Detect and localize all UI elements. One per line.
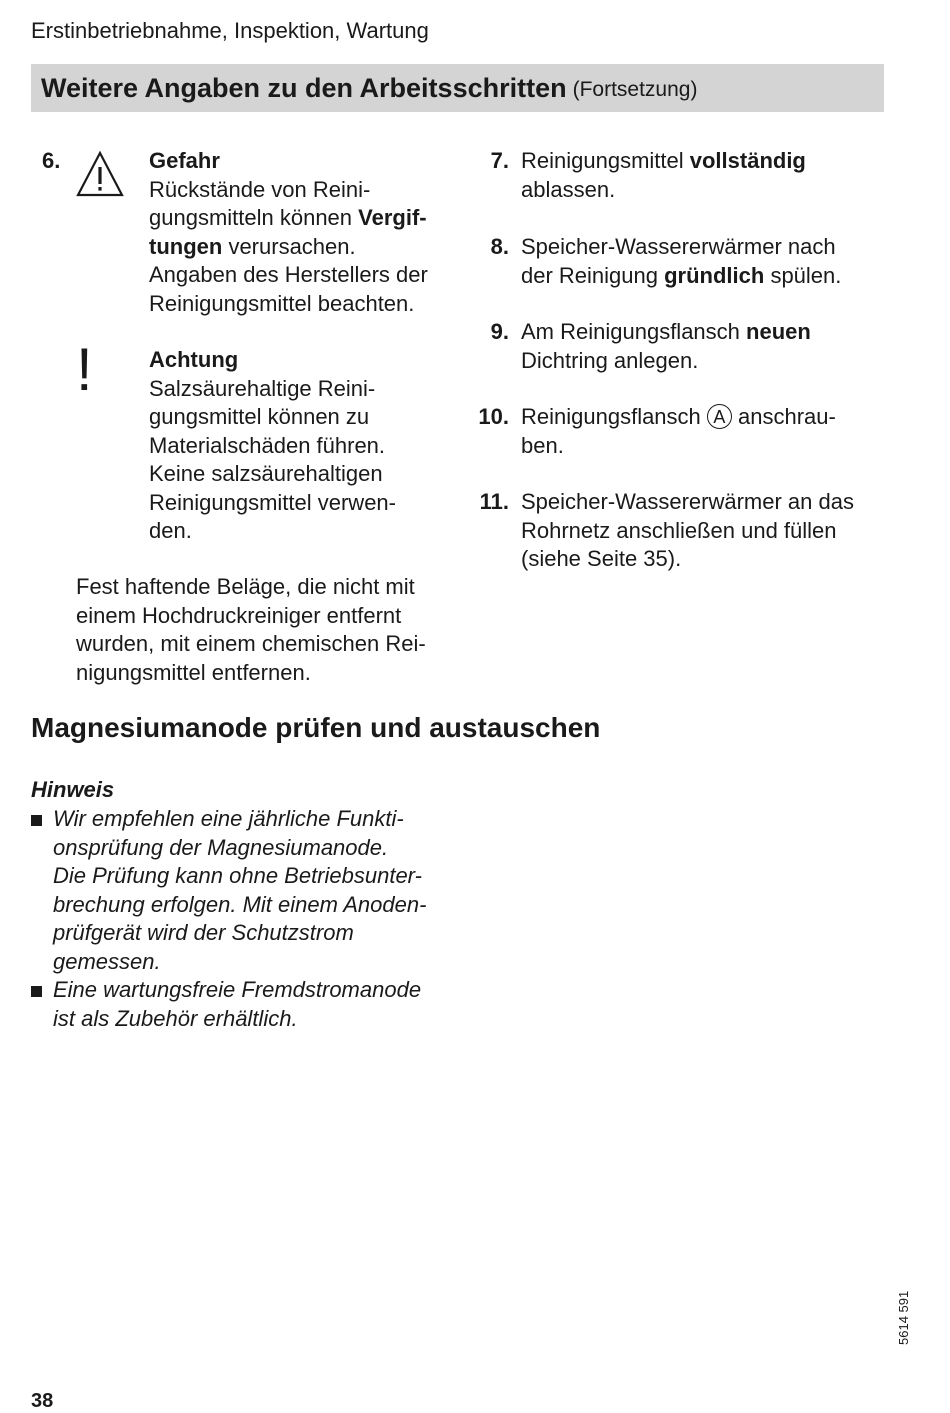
note-bullet-text [53, 976, 453, 1033]
danger-text [149, 176, 449, 319]
danger-notice [149, 147, 449, 318]
text-run: (siehe Seite 35). [521, 546, 682, 571]
text-line [521, 262, 871, 291]
step-text [521, 488, 871, 574]
text-run: ben. [521, 432, 564, 458]
text-run: Am Reinigungsflansch [521, 319, 747, 344]
text-run: Rückstände von Reini- [149, 176, 371, 202]
text-run: Rohrnetz anschließen und füllen [521, 517, 837, 543]
caution-title: Achtung [149, 347, 239, 372]
running-head: Erstinbetriebnahme, Inspektion, Wartung [31, 18, 429, 43]
text-line [149, 261, 449, 290]
cleaning-paragraph [76, 573, 446, 687]
paragraph-line: einem Hochdruckreiniger entfernt [76, 602, 402, 628]
text-run: Angaben des Herstellers der [149, 262, 428, 287]
caution-line: Keine salzsäurehaltigen [149, 461, 383, 486]
step-text [521, 403, 871, 460]
text-line [149, 176, 449, 205]
note-bullet-text [53, 805, 453, 976]
text-line [521, 488, 871, 517]
bold-text: gründlich [664, 262, 765, 288]
bullet-line: gemessen. [53, 948, 161, 974]
text-run: gungsmitteln können [149, 205, 359, 230]
text-run: Reinigungsflansch [521, 404, 707, 429]
circled-reference-label: A [707, 404, 732, 429]
text-line [521, 147, 871, 176]
bullet-line: onsprüfung der Magnesiumanode. [53, 834, 389, 860]
text-line [521, 318, 871, 347]
exclamation-icon: ! [76, 336, 93, 403]
text-run: anschrau- [731, 404, 836, 429]
text-line [521, 432, 871, 461]
text-run: Reinigungsmittel beachten. [149, 290, 415, 316]
text-run: verursachen. [222, 233, 356, 259]
section-heading: Magnesiumanode prüfen und austauschen [31, 712, 601, 743]
page-number: 38 [31, 1390, 54, 1412]
bullet-line: Eine wartungsfreie Fremdstromanode [53, 977, 422, 1002]
text-line [149, 233, 449, 262]
step-text [521, 147, 871, 204]
caution-line: Salzsäurehaltige Reini- [149, 375, 376, 401]
bullet-square-icon [31, 815, 42, 826]
step-number: 8. [490, 234, 509, 259]
bullet-line: Die Prüfung kann ohne Betriebsunter- [53, 863, 422, 888]
warning-triangle-icon [76, 150, 124, 198]
caution-notice [149, 346, 449, 546]
bold-text: vollständig [689, 148, 806, 173]
step-number: 6. [42, 148, 61, 173]
bullet-line: prüfgerät wird der Schutzstrom [53, 920, 354, 945]
text-line [521, 517, 871, 546]
note-label: Hinweis [31, 777, 115, 802]
step-text [521, 318, 871, 375]
step-number: 10. [478, 404, 509, 429]
bold-text: tungen [149, 233, 223, 259]
paragraph-line: wurden, mit einem chemischen Rei- [76, 631, 426, 656]
bullet-line: brechung erfolgen. Mit einem Anoden- [53, 891, 427, 917]
bullet-square-icon [31, 986, 42, 997]
step-text [521, 233, 871, 290]
text-run: Dichtring anlegen. [521, 347, 699, 373]
section-title: Weitere Angaben zu den Arbeitsschritten [41, 72, 567, 103]
section-title-suffix: (Fortsetzung) [572, 78, 698, 101]
text-line [521, 403, 871, 432]
bold-text: Vergif- [358, 205, 427, 230]
text-run: Speicher-Wassererwärmer nach [521, 234, 836, 259]
text-run: Reinigungsmittel [521, 148, 690, 173]
text-run: spülen. [764, 262, 842, 288]
step-number: 7. [490, 148, 509, 173]
text-run: ablassen. [521, 176, 616, 202]
bold-text: neuen [746, 319, 811, 344]
text-line [149, 290, 449, 319]
paragraph-line: nigungsmittel entfernen. [76, 659, 311, 685]
text-line [521, 233, 871, 262]
text-run: der Reinigung [521, 262, 665, 288]
text-run: Speicher-Wassererwärmer an das [521, 489, 854, 514]
step-number: 11. [479, 489, 509, 514]
bullet-line: Wir empfehlen eine jährliche Funkti- [53, 806, 404, 831]
text-line [521, 347, 871, 376]
bullet-line: ist als Zubehör erhältlich. [53, 1005, 298, 1031]
step-number: 9. [490, 319, 509, 344]
text-line [521, 176, 871, 205]
danger-title: Gefahr [149, 148, 220, 173]
paragraph-line: Fest haftende Beläge, die nicht mit [76, 574, 415, 599]
document-code: 5614 591 [896, 1290, 911, 1345]
caution-line: den. [149, 518, 192, 543]
caution-line: gungsmittel können zu [149, 404, 370, 429]
caution-line: Materialschäden führen. [149, 432, 386, 458]
text-line [149, 204, 449, 233]
caution-line: Reinigungsmittel verwen- [149, 489, 396, 515]
section-title-bar [31, 64, 884, 112]
text-line [521, 545, 871, 574]
